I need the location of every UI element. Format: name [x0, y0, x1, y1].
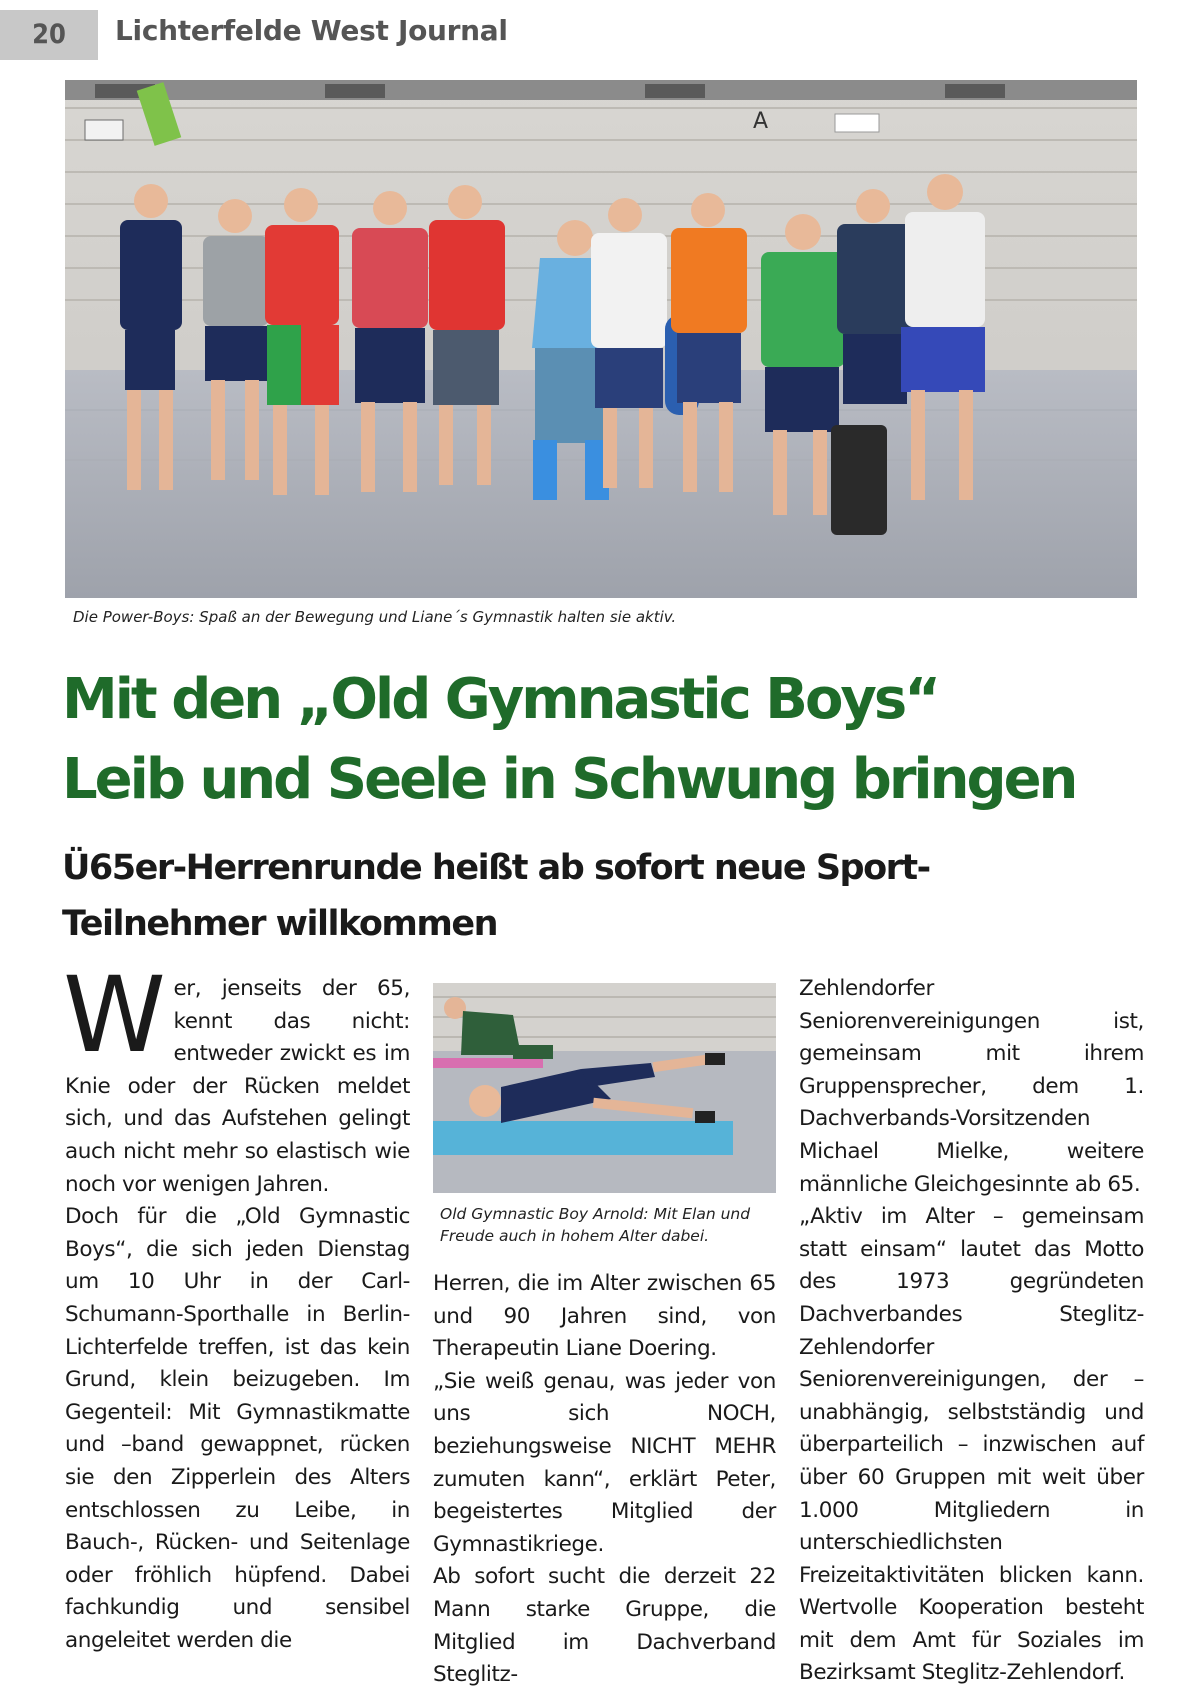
page-header [0, 0, 1200, 60]
journal-title: Lichterfelde West Journal [115, 14, 508, 47]
paragraph: Doch für die „Old Gymnastic Boys“, die sich jeden Dienstag um 10 Uhr in der Carl-Schumann-Sporthalle in Berlin-Lichterfelde treffen, ist das kein Grund, klein beizugeben. Im Gegenteil: Mit Gymnastikmatte und –band gewappnet, rücken sie den Zipperlein des Alters entschlossen zu Leibe, in Bauch-, Rücken- und Seitenlage oder fröhlich hüpfend. Dabei fachkundig und sensibel angeleitet werden die [65, 1204, 410, 1653]
paragraph: Ab sofort sucht die derzeit 22 Mann starke Gruppe, die Mitglied im Dachverband Steglitz- [433, 1564, 776, 1688]
headline-line-1: Mit den „Old Gymnastic Boys“ [62, 667, 939, 732]
exercise-photo-caption: Old Gymnastic Boy Arnold: Mit Elan und Freude auch in hohem Alter dabei. [440, 1205, 751, 1245]
article-subheadline: Ü65er-Herrenrunde heißt ab sofort neue Sport-Teilnehmer willkommen [62, 848, 930, 944]
headline-line-2: Leib und Seele in Schwung bringen [62, 747, 1076, 812]
article-column-2 [433, 1268, 776, 1692]
page-number: 20 [32, 19, 66, 50]
paragraph: er, jenseits der 65, kennt das nicht: entweder zwickt es im Knie oder der Rücken meldet sich, und das Aufstehen gelingt auch nicht mehr so elastisch wie noch vor wenigen Jahren. [65, 976, 410, 1197]
drop-cap: W [63, 954, 166, 1076]
gym-sign-letter: A [753, 109, 769, 134]
paragraph: Herren, die im Alter zwischen 65 und 90 Jahren sind, von Therapeutin Liane Doering. [433, 1271, 776, 1362]
paragraph: „Aktiv im Alter – gemeinsam statt einsam“ lautet das Motto des 1973 gegründeten Dachverbandes Steglitz-Zehlendorfer Seniorenvereinigungen, der – unabhängig, selbstständig und überparteilich – inzwischen auf über 60 Gruppen mit weit über 1.000 Mitgliedern in unterschiedlichsten Freizeitaktivitäten blicken kann. Wertvolle Kooperation besteht mit dem Amt für Soziales im Bezirksamt Steglitz-Zehlendorf. [799, 1204, 1144, 1686]
article-column-1 [63, 954, 410, 1657]
group-photo [65, 80, 1137, 598]
photo-caption: Die Power-Boys: Spaß an der Bewegung und Liane´s Gymnastik halten sie aktiv. [73, 608, 677, 626]
paragraph: Zehlendorfer Seniorenvereinigungen ist, gemeinsam mit ihrem Gruppensprecher, dem 1. Dachverbands-Vorsitzenden Michael Mielke, weitere männliche Gleichgesinnte ab 65. [799, 976, 1144, 1197]
article-headline [62, 660, 1152, 820]
page-number-tab [0, 10, 98, 60]
exercise-photo [433, 983, 776, 1193]
article-column-3 [799, 973, 1144, 1690]
paragraph: „Sie weiß genau, was jeder von uns sich NOCH, beziehungsweise NICHT MEHR zumuten kann“, erklärt Peter, begeistertes Mitglied der Gymnastikriege. [433, 1368, 776, 1557]
